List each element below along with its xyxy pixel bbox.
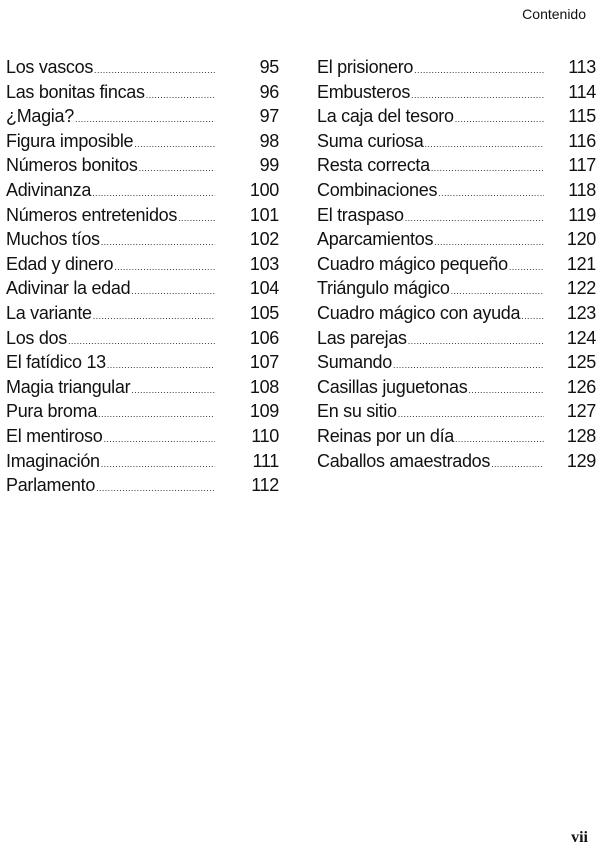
toc-entry (317, 229, 596, 254)
dot-leader (451, 286, 544, 296)
toc-entry-page: 124 (566, 327, 596, 348)
toc-entry-page: 128 (566, 425, 596, 446)
toc-entry-page: 127 (566, 401, 596, 422)
toc-entry (6, 328, 279, 353)
toc-entry (317, 57, 596, 82)
toc-entry-title: Suma curiosa (317, 130, 424, 151)
toc-entry-title: El prisionero (317, 57, 414, 77)
toc-entry-title: La variante (6, 302, 92, 323)
toc-entry-title: Imaginación (6, 450, 100, 471)
toc-entry-title: La caja del tesoro (317, 106, 454, 127)
toc-entry-page: 97 (259, 106, 279, 127)
dot-leader (411, 90, 544, 100)
toc-entry-title: Las bonitas fincas (6, 81, 145, 102)
dot-leader (455, 114, 544, 124)
toc-entry-title: Triángulo mágico (317, 278, 450, 299)
toc-entry-title: Números entretenidos (6, 204, 178, 225)
toc-entry-title: Cuadro mágico pequeño (317, 253, 508, 274)
toc-entry (6, 377, 279, 402)
toc-entry (317, 328, 596, 353)
toc-entry-page: 110 (251, 425, 279, 446)
dot-leader (398, 409, 544, 419)
toc-entry-page: 109 (249, 401, 279, 422)
toc-entry (6, 401, 279, 426)
toc-entry (317, 377, 596, 402)
toc-entry-title: Cuadro mágico con ayuda (317, 302, 521, 323)
toc-entry-title: Casillas juguetonas (317, 376, 468, 397)
toc-entry-page: 126 (566, 376, 596, 397)
toc-entry-title: Adivinanza (6, 179, 92, 200)
toc-entry-title: Magia triangular (6, 376, 131, 397)
toc-entry-title: Combinaciones (317, 179, 438, 200)
toc-entry-page: 99 (259, 155, 279, 176)
toc-entry-page: 129 (566, 450, 596, 471)
dot-leader (414, 65, 544, 75)
toc-entry-title: Muchos tíos (6, 229, 100, 250)
toc-entry (317, 155, 596, 180)
toc-entry (6, 229, 279, 254)
toc-entry-title: Reinas por un día (317, 425, 454, 446)
toc-entry (6, 131, 279, 156)
toc-entry-title: Las parejas (317, 327, 407, 348)
toc-entry-title: Los dos (6, 327, 67, 348)
dot-leader (107, 360, 215, 370)
dot-leader (94, 65, 215, 75)
dot-leader (431, 163, 544, 173)
dot-leader (134, 139, 215, 149)
toc-entry-page: 115 (568, 106, 596, 127)
toc-entry (6, 451, 279, 476)
toc-entry (6, 352, 279, 377)
dot-leader (98, 409, 215, 419)
toc-entry-title: Adivinar la edad (6, 278, 131, 299)
toc-entry (6, 57, 279, 82)
toc-entry-page: 120 (566, 229, 596, 250)
toc-entry-page: 106 (249, 327, 279, 348)
dot-leader (408, 336, 544, 346)
toc-entry-page: 121 (566, 253, 596, 274)
toc-entry-page: 100 (249, 179, 279, 200)
toc-entry-page: 117 (568, 155, 596, 176)
toc-entry-title: Pura broma (6, 401, 98, 422)
toc-entry-page: 118 (568, 179, 596, 200)
toc-entry-page: 98 (259, 130, 279, 151)
toc-entry-title: En su sitio (317, 401, 397, 422)
toc-entry-title: Números bonitos (6, 155, 138, 176)
dot-leader (491, 459, 544, 469)
toc-entry-page: 102 (249, 229, 279, 250)
toc-entry (317, 451, 596, 476)
toc-entry (6, 82, 279, 107)
toc-entry-page: 103 (249, 253, 279, 274)
toc-entry (317, 278, 596, 303)
toc-entry-title: Figura imposible (6, 130, 134, 151)
toc-entry-page: 101 (249, 204, 279, 225)
toc-entry-title: Sumando (317, 352, 392, 373)
page-number: vii (571, 829, 588, 846)
toc-entry-page: 125 (566, 352, 596, 373)
dot-leader (114, 262, 215, 272)
toc-entry-title: Edad y dinero (6, 253, 114, 274)
toc-entry (6, 426, 279, 451)
toc-entry (317, 352, 596, 377)
toc-entry-page: 111 (252, 450, 279, 471)
dot-leader (131, 286, 215, 296)
toc-entry (317, 426, 596, 451)
toc-entry-title: El traspaso (317, 204, 404, 225)
dot-leader (393, 360, 544, 370)
dot-leader (405, 213, 544, 223)
toc-entry-title: Embusteros (317, 81, 411, 102)
toc-entry-page: 95 (259, 57, 279, 77)
toc-entry (6, 303, 279, 328)
toc-entry (6, 254, 279, 279)
dot-leader (75, 114, 215, 124)
toc-entry-page: 112 (251, 475, 279, 496)
toc-entry-page: 105 (249, 302, 279, 323)
toc-entry-title: Caballos amaestrados (317, 450, 491, 471)
toc-entry (6, 205, 279, 230)
toc-entry (317, 82, 596, 107)
toc-entry-page: 107 (249, 352, 279, 373)
toc-entry (317, 180, 596, 205)
toc-entry-page: 119 (568, 204, 596, 225)
toc-entry (6, 278, 279, 303)
running-head: Contenido (522, 6, 586, 22)
dot-leader (96, 483, 215, 493)
toc-entry-title: Resta correcta (317, 155, 430, 176)
toc-entry (317, 131, 596, 156)
toc-entry-title: El fatídico 13 (6, 352, 106, 373)
dot-leader (509, 262, 544, 272)
dot-leader (146, 90, 215, 100)
toc-entry-page: 123 (566, 302, 596, 323)
toc-entry-page: 114 (568, 81, 596, 102)
toc-entry (6, 155, 279, 180)
dot-leader (103, 434, 215, 444)
dot-leader (68, 336, 215, 346)
dot-leader (438, 188, 544, 198)
toc-column-left (6, 57, 279, 500)
toc-entry-page: 116 (568, 130, 596, 151)
dot-leader (131, 385, 215, 395)
toc-entry-page: 108 (249, 376, 279, 397)
dot-leader (521, 311, 544, 321)
toc-entry (317, 254, 596, 279)
toc-entry-page: 122 (566, 278, 596, 299)
toc-entry (6, 475, 279, 500)
toc-entry (317, 106, 596, 131)
toc-entry (6, 180, 279, 205)
dot-leader (92, 188, 215, 198)
toc-entry-title: El mentiroso (6, 425, 103, 446)
toc-entry (317, 303, 596, 328)
toc-entry-title: Aparcamientos (317, 229, 434, 250)
toc-entry-page: 104 (249, 278, 279, 299)
toc-entry (317, 401, 596, 426)
toc-entry-title: Los vascos (6, 57, 94, 77)
dot-leader (178, 213, 215, 223)
dot-leader (101, 459, 215, 469)
toc-entry (317, 205, 596, 230)
dot-leader (139, 163, 215, 173)
dot-leader (468, 385, 544, 395)
dot-leader (101, 237, 215, 247)
toc-entry-page: 113 (568, 57, 596, 77)
toc-entry-title: ¿Magia? (6, 106, 74, 127)
toc-entry-title: Parlamento (6, 475, 96, 496)
dot-leader (434, 237, 544, 247)
toc-entry-page: 96 (259, 81, 279, 102)
toc-entry (6, 106, 279, 131)
dot-leader (424, 139, 544, 149)
dot-leader (455, 434, 544, 444)
toc-column-right (317, 57, 596, 475)
dot-leader (93, 311, 215, 321)
